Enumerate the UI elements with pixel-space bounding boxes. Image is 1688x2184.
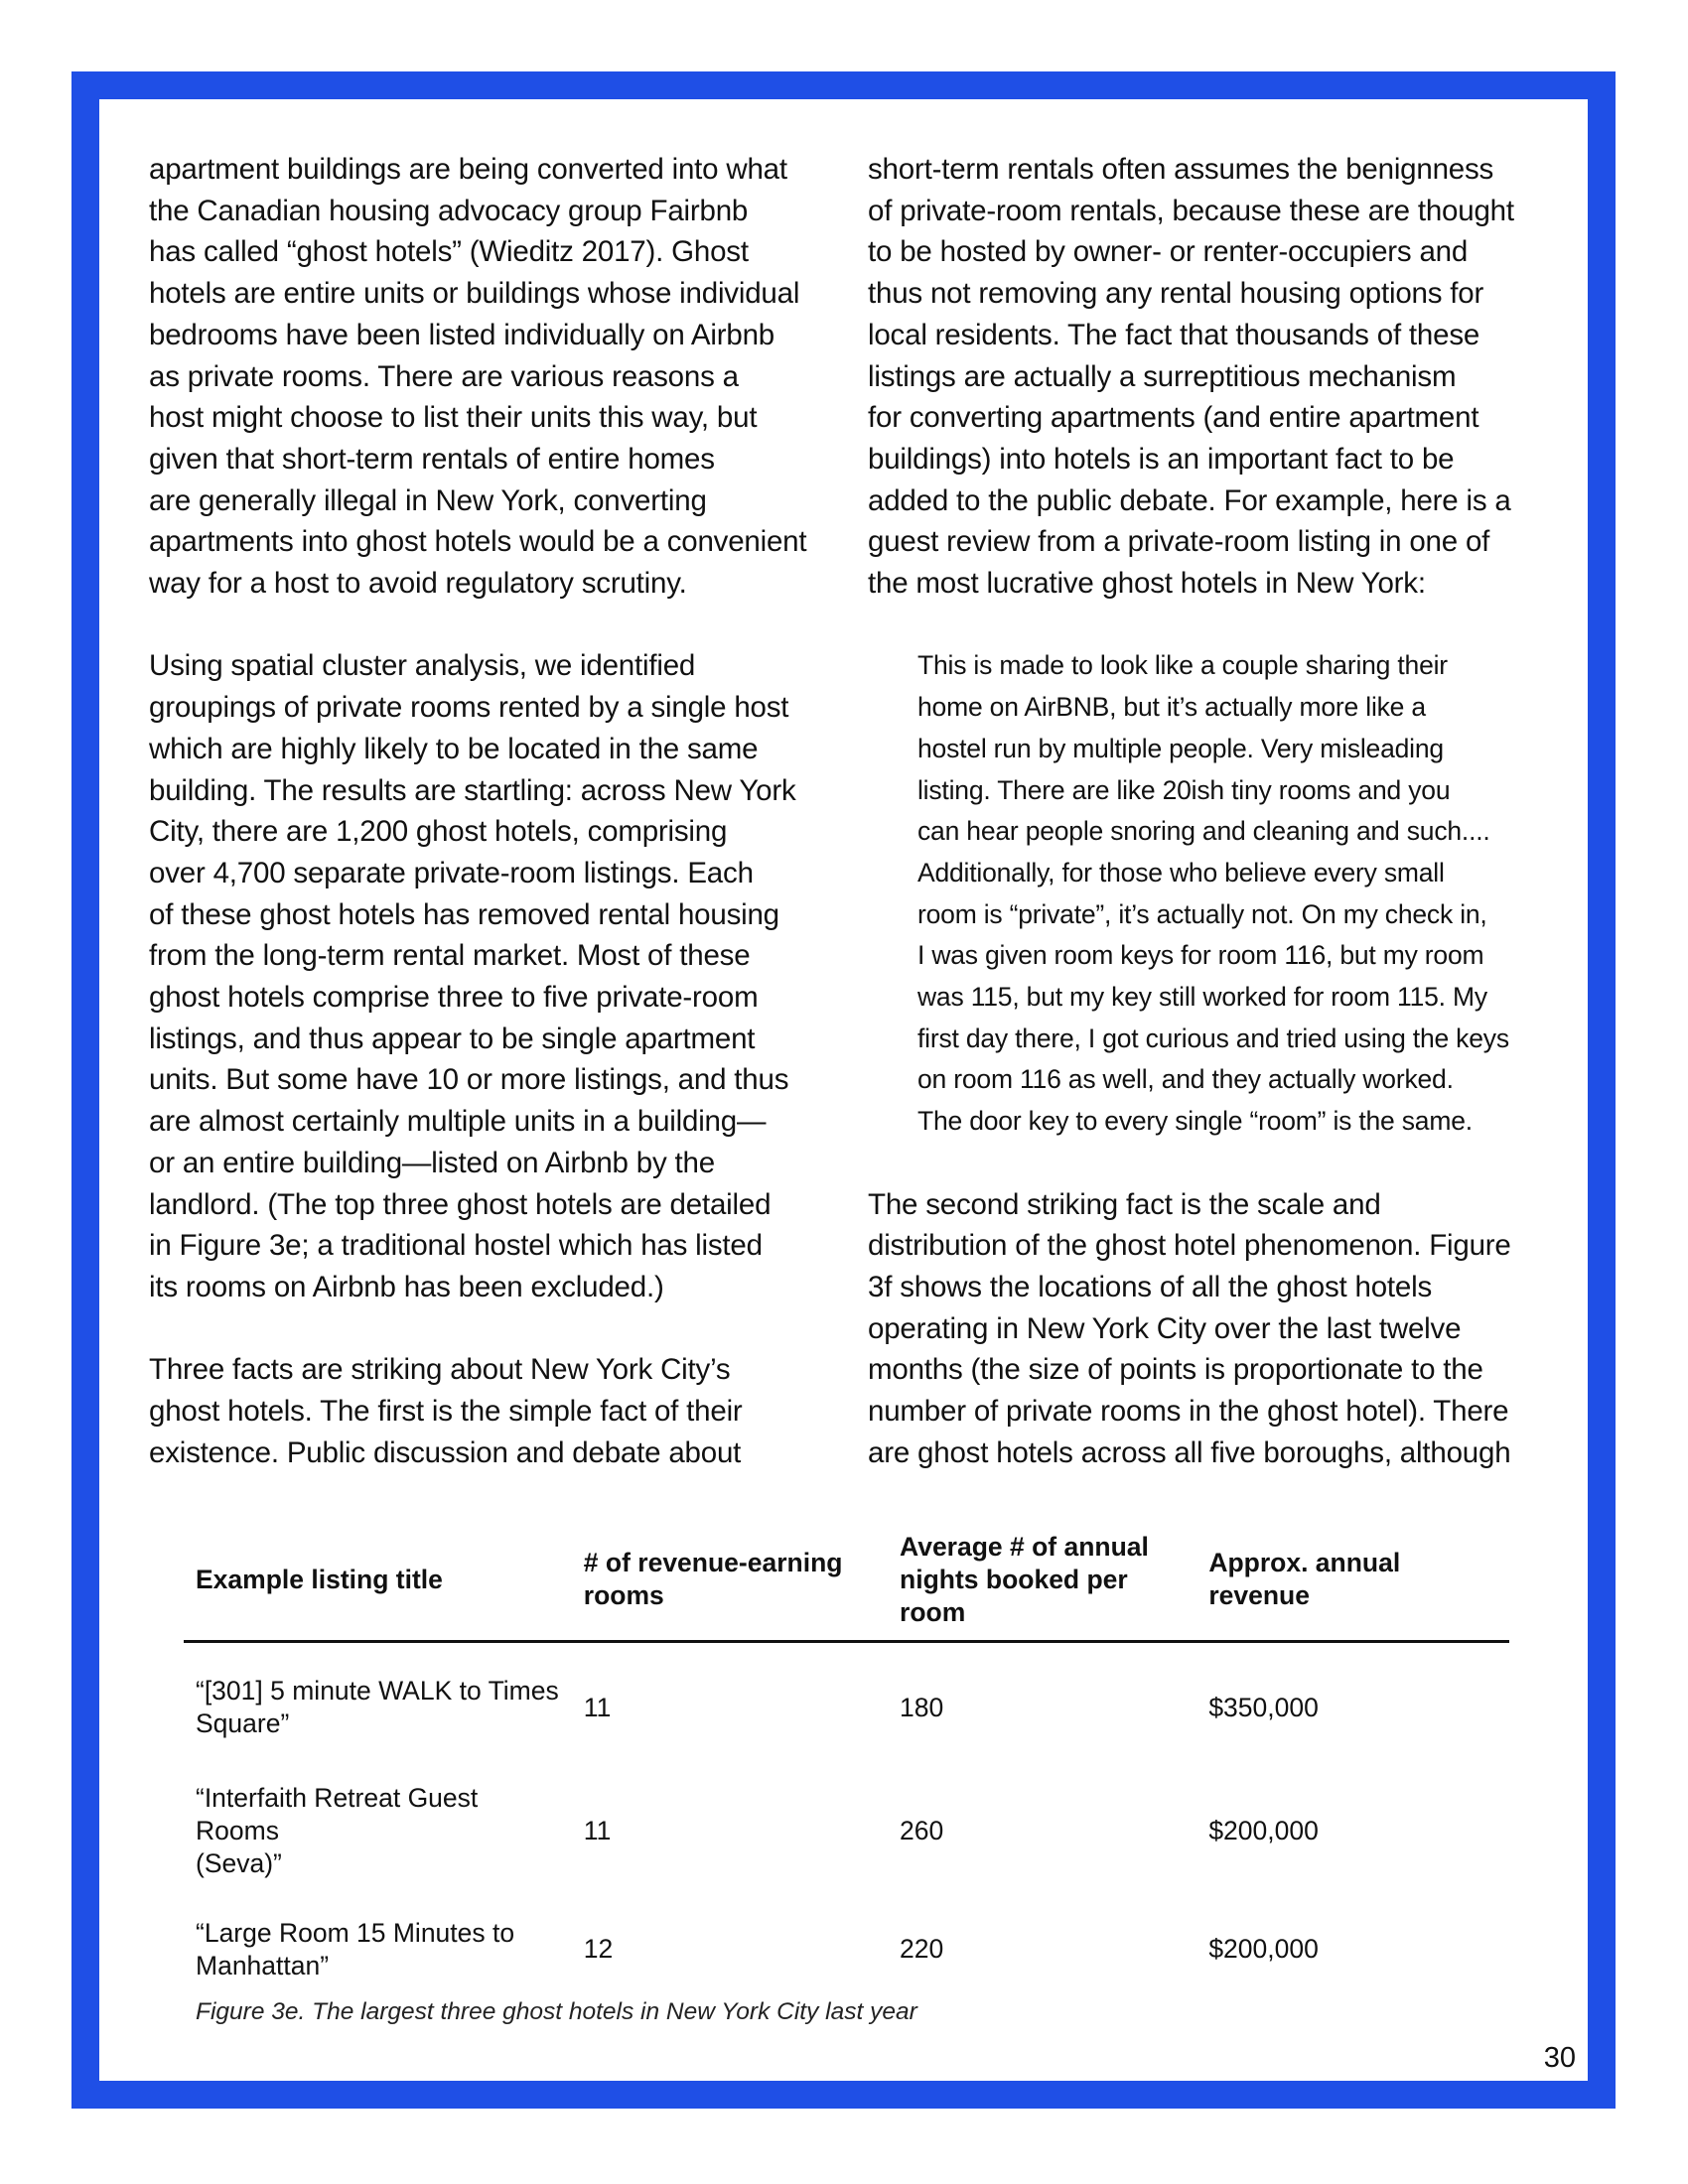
cell-listing-title: “Interfaith Retreat Guest Rooms (Seva)” bbox=[196, 1783, 479, 1878]
right-paragraph-scale-distribution: The second striking fact is the scale and distribution of the ghost hotel phenomenon. Figure 3f shows the locations of all the ghost hotels operating in New York City over the last twelve months (the size of points is proportionate to the number of private rooms in the ghost hotel). There are ghost hotels across all five boroughs, although bbox=[868, 1187, 1511, 1469]
header-nights-booked: Average # of annual nights booked per room bbox=[888, 1519, 1196, 1642]
cell-annual-revenue: $200,000 bbox=[1208, 1816, 1319, 1845]
left-paragraph-ghost-hotels-intro: apartment buildings are being converted into what the Canadian housing advocacy group Fairbnb has called “ghost hotels” (Wieditz 2017). Ghost hotels are entire units or buildings whose individual bedrooms have been listed individually on Airbnb as private rooms. There are various reasons a host might choose to list their units this way, but given that short-term rentals of entire homes are generally illegal in New York, converting apartments into ghost hotels would be a convenient way for a host to avoid regulatory scrutiny. bbox=[149, 153, 807, 601]
cell-nights-booked: 220 bbox=[900, 1934, 944, 1964]
cell-annual-revenue: $350,000 bbox=[1208, 1692, 1319, 1722]
left-text-column bbox=[149, 149, 834, 1473]
page-number: 30 bbox=[1543, 2042, 1576, 2074]
cell-revenue-rooms: 11 bbox=[583, 1692, 612, 1722]
ghost-hotels-table bbox=[184, 1519, 1509, 2008]
cell-nights-booked: 180 bbox=[900, 1692, 944, 1722]
right-paragraph-public-debate: short-term rentals often assumes the benignness of private-room rentals, because these are thought to be hosted by owner- or renter-occupiers and thus not removing any rental housing options for local residents. The fact that thousands of these listings are actually a surreptitious mechanism for converting apartments (and entire apartment buildings) into hotels is an important fact to be added to the public debate. For example, here is a guest review from a private-room listing in one of the most lucrative ghost hotels in New York: bbox=[868, 153, 1514, 601]
table-header-row bbox=[184, 1519, 1509, 1642]
cell-annual-revenue: $200,000 bbox=[1208, 1934, 1319, 1964]
table-row bbox=[184, 1890, 1509, 2008]
table-row bbox=[184, 1642, 1509, 1773]
left-paragraph-spatial-cluster-analysis: Using spatial cluster analysis, we identified groupings of private rooms rented by a single host which are highly likely to be located in the same building. The results are startling: across New York City, there are 1,200 ghost hotels, comprising over 4,700 separate private-room listings. Each of these ghost hotels has removed rental housing from the long-term rental market. Most of these ghost hotels comprise three to five private-room listings, and thus appear to be single apartment units. But some have 10 or more listings, and thus are almost certainly multiple units in a building— or an entire building—listed on Airbnb by the landlord. (The top three ghost hotels are detailed in Figure 3e; a traditional hostel which has listed its rooms on Airbnb has been excluded.) bbox=[149, 649, 796, 1303]
guest-review-quote: This is made to look like a couple sharing their home on AirBNB, but it’s actually more like a hostel run by multiple people. Very misleading listing. There are like 20ish tiny rooms and you can hear people snoring and cleaning and such.... Additionally, for those who believe every small room is “private”, it’s actually not. On my check in, I was given room keys for room 116, but my room was 115, but my key still worked for room 115. My first day there, I got curious and tried using the keys on room 116 as well, and they actually worked. The door key to every single “room” is the same. bbox=[917, 650, 1509, 1137]
figure-caption: Figure 3e. The largest three ghost hotels in New York City last year bbox=[196, 1998, 917, 2025]
cell-nights-booked: 260 bbox=[900, 1816, 944, 1845]
right-text-column bbox=[868, 149, 1563, 1473]
header-annual-revenue: Approx. annual revenue bbox=[1196, 1519, 1509, 1642]
table-row bbox=[184, 1772, 1509, 1890]
cell-revenue-rooms: 12 bbox=[583, 1934, 614, 1964]
cell-listing-title: “Large Room 15 Minutes to Manhattan” bbox=[196, 1917, 515, 1980]
header-listing-title: Example listing title bbox=[184, 1519, 572, 1642]
header-revenue-rooms: # of revenue-earning rooms bbox=[572, 1519, 888, 1642]
left-paragraph-three-facts: Three facts are striking about New York City’s ghost hotels. The first is the simple fact of their existence. Public discussion and debate about bbox=[149, 1353, 743, 1469]
cell-listing-title: “[301] 5 minute WALK to Times Square” bbox=[196, 1676, 559, 1738]
cell-revenue-rooms: 11 bbox=[583, 1816, 612, 1845]
